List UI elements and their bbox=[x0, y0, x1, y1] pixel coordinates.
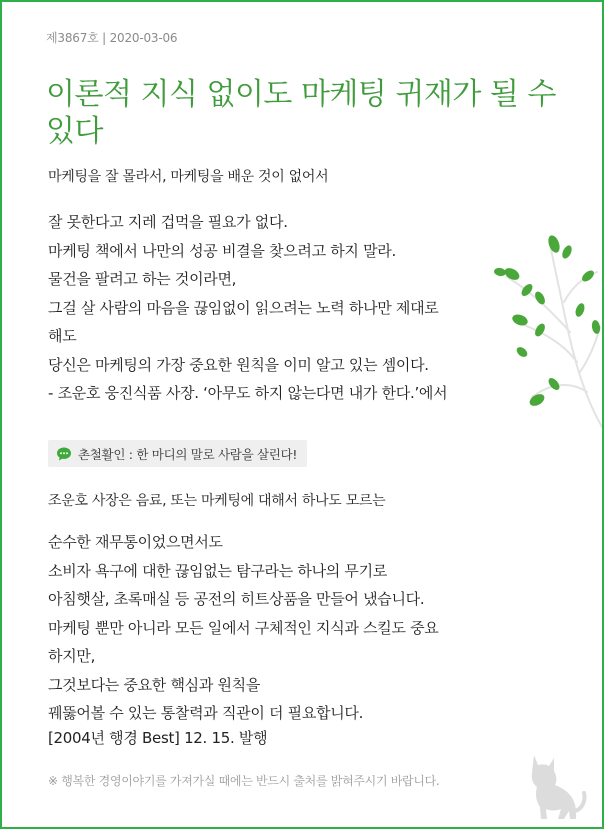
commentary-line: 순수한 재무통이었으면서도 bbox=[48, 533, 223, 551]
quote-line: 당신은 마케팅의 가장 중요한 원칙을 이미 알고 있는 셈이다. bbox=[48, 355, 429, 374]
issue-meta: 제3867호 | 2020-03-06 bbox=[46, 31, 178, 45]
cat-silhouette-icon bbox=[520, 749, 592, 821]
copyright-notice: ※ 행복한 경영이야기를 가져가실 때에는 반드시 출처를 밝혀주시기 바랍니다. bbox=[48, 774, 440, 788]
article-title: 이론적 지식 없이도 마케팅 귀재가 될 수 있다 bbox=[46, 77, 556, 149]
quote-line: 그걸 살 사람의 마음을 끊임없이 읽으려는 노력 하나만 제대로 bbox=[48, 298, 439, 317]
publication-info: [2004년 행경 Best] 12. 15. 발행 bbox=[48, 729, 268, 747]
commentary-body bbox=[48, 528, 518, 728]
commentary-line: 하지만, bbox=[48, 647, 96, 665]
commentary-intro: 조운호 사장은 음료, 또는 마케팅에 대해서 하나도 모르는 bbox=[48, 493, 386, 509]
article-subtitle: 마케팅을 잘 몰라서, 마케팅을 배운 것이 없어서 bbox=[48, 169, 329, 185]
quote-line: 해도 bbox=[48, 327, 77, 345]
commentary-line: 마케팅 뿐만 아니라 모든 일에서 구체적인 지식과 스킬도 중요 bbox=[48, 618, 439, 637]
quote-line: 마케팅 책에서 나만의 성공 비결을 찾으려고 하지 말라. bbox=[48, 241, 396, 260]
quote-line: 잘 못한다고 지레 겁먹을 필요가 없다. bbox=[48, 213, 288, 231]
quote-source: - 조운호 웅진식품 사장. ‘아무도 하지 않는다면 내가 한다.’에서 bbox=[48, 384, 448, 402]
quote-tag-label: 촌철활인 : 한 마디의 말로 사람을 살린다! bbox=[78, 446, 298, 462]
quote-body bbox=[48, 208, 508, 408]
speech-bubble-icon bbox=[56, 446, 72, 462]
quote-tag bbox=[48, 440, 307, 467]
quote-line: 물건을 팔려고 하는 것이라면, bbox=[48, 270, 237, 288]
commentary-line: 아침햇살, 초록매실 등 공전의 히트상품을 만들어 냈습니다. bbox=[48, 590, 425, 608]
tree-branch-icon bbox=[492, 232, 602, 432]
commentary-line: 꿰뚫어볼 수 있는 통찰력과 직관이 더 필요합니다. bbox=[48, 704, 364, 722]
commentary-line: 소비자 욕구에 대한 끊임없는 탐구라는 하나의 무기로 bbox=[48, 561, 387, 580]
commentary-line: 그것보다는 중요한 핵심과 원칙을 bbox=[48, 675, 261, 694]
